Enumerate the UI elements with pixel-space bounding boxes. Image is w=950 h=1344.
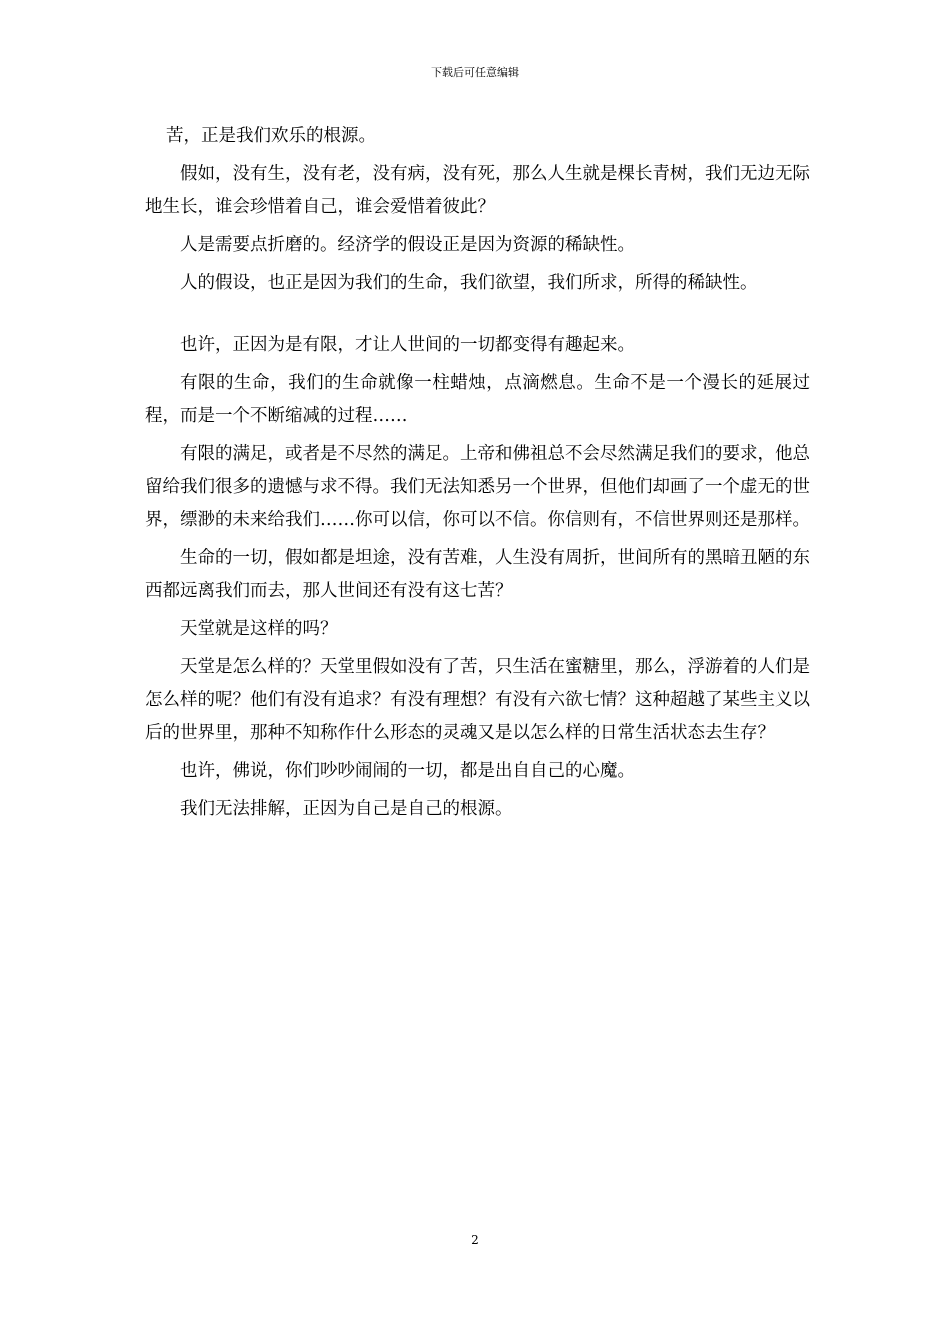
document-body bbox=[145, 120, 810, 831]
paragraph: 天堂是怎么样的？天堂里假如没有了苦，只生活在蜜糖里，那么，浮游着的人们是怎么样的呢？他们有没有追求？有没有理想？有没有六欲七情？这种超越了某些主义以后的世界里，那种不知称作什么形态的灵魂又是以怎么样的日常生活状态去生存？ bbox=[145, 657, 810, 743]
paragraph: 人是需要点折磨的。经济学的假设正是因为资源的稀缺性。 bbox=[180, 235, 635, 255]
paragraph: 有限的满足，或者是不尽然的满足。上帝和佛祖总不会尽然满足我们的要求，他总留给我们很多的遗憾与求不得。我们无法知悉另一个世界，但他们却画了一个虚无的世界，缥渺的未来给我们……你可以信，你可以不信。你信则有，不信世界则还是那样。 bbox=[145, 444, 810, 530]
paragraph: 我们无法排解，正因为自己是自己的根源。 bbox=[180, 799, 513, 819]
blank-line bbox=[145, 305, 810, 329]
page-number: 2 bbox=[471, 1233, 479, 1247]
paragraph: 有限的生命，我们的生命就像一柱蜡烛，点滴燃息。生命不是一个漫长的延展过程，而是一个不断缩减的过程…… bbox=[145, 373, 810, 426]
paragraph: 苦，正是我们欢乐的根源。 bbox=[166, 126, 376, 146]
paragraph: 生命的一切，假如都是坦途，没有苦难，人生没有周折，世间所有的黑暗丑陋的东西都远离我们而去，那人世间还有没有这七苦？ bbox=[145, 548, 810, 601]
paragraph: 也许，正因为是有限，才让人世间的一切都变得有趣起来。 bbox=[180, 335, 635, 355]
paragraph: 天堂就是这样的吗？ bbox=[180, 619, 338, 639]
paragraph: 人的假设，也正是因为我们的生命，我们欲望，我们所求，所得的稀缺性。 bbox=[180, 273, 758, 293]
paragraph: 也许，佛说，你们吵吵闹闹的一切，都是出自自己的心魔。 bbox=[180, 761, 635, 781]
paragraph: 假如，没有生，没有老，没有病，没有死，那么人生就是棵长青树，我们无边无际地生长，谁会珍惜着自己，谁会爱惜着彼此？ bbox=[145, 164, 810, 217]
page-header: 下载后可任意编辑 bbox=[431, 66, 519, 79]
